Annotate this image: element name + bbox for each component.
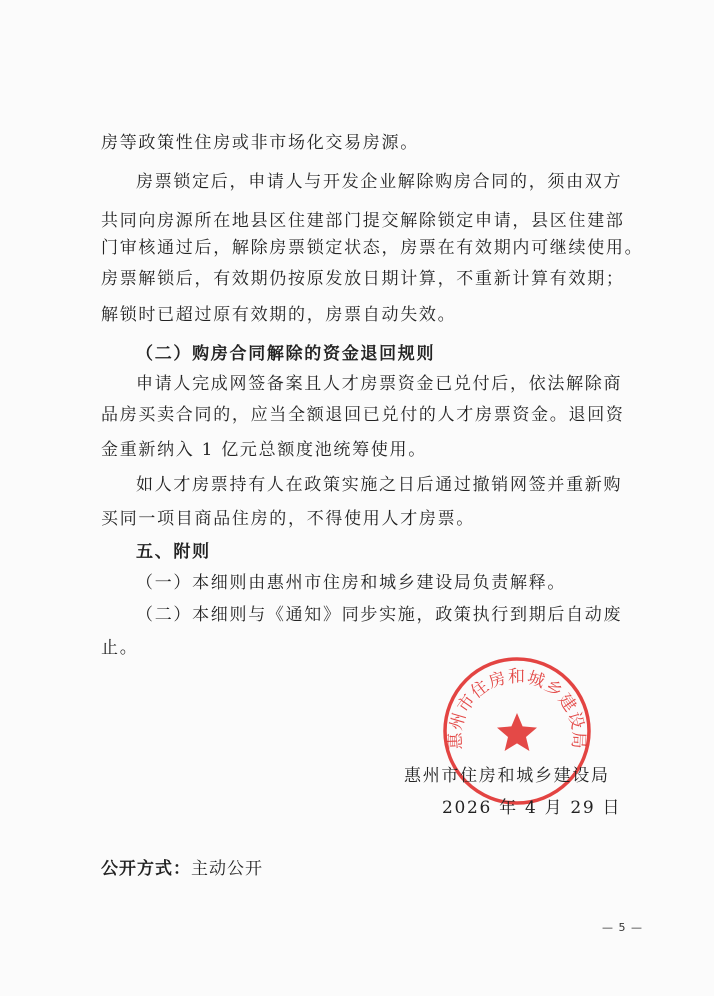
body-line: 门审核通过后，解除房票锁定状态，房票在有效期内可继续使用。: [101, 238, 644, 258]
section-heading: 五、附则: [136, 542, 211, 562]
page-number: — 5 —: [602, 921, 643, 934]
body-line: 房票解锁后，有效期仍按原发放日期计算，不重新计算有效期；: [101, 269, 625, 289]
body-line: （一）本细则由惠州市住房和城乡建设局负责解释。: [136, 573, 567, 593]
body-line: （二）本细则与《通知》同步实施，政策执行到期后自动废: [136, 605, 623, 625]
body-line: 申请人完成网签备案且人才房票资金已兑付后，依法解除商: [136, 374, 623, 394]
body-line: 品房买卖合同的，应当全额退回已兑付的人才房票资金。退回资: [101, 405, 625, 425]
signature-org: 惠州市住房和城乡建设局: [404, 766, 610, 786]
body-line: 房等政策性住房或非市场化交易房源。: [101, 133, 419, 153]
body-line: 如人才房票持有人在政策实施之日后通过撤销网签并重新购: [136, 475, 623, 495]
section-heading: （二）购房合同解除的资金退回规则: [136, 344, 436, 364]
body-line: 止。: [101, 638, 139, 658]
signature-block: [404, 765, 621, 819]
signature-date: 2026 年 4 月 29 日: [442, 798, 622, 818]
body-line: 共同向房源所在地县区住建部门提交解除锁定申请，县区住建部: [101, 211, 625, 231]
body-line: 解锁时已超过原有效期的，房票自动失效。: [101, 305, 457, 325]
body-line: 金重新纳入 1 亿元总额度池统筹使用。: [101, 440, 427, 460]
disclosure-label: 公开方式：: [101, 859, 191, 879]
disclosure: [101, 858, 263, 880]
svg-text:惠州市住房和城乡建设局: 惠州市住房和城乡建设局: [445, 667, 589, 750]
body-line: 房票锁定后，申请人与开发企业解除购房合同的，须由双方: [136, 172, 623, 192]
disclosure-value: 主动公开: [191, 859, 263, 879]
body-line: 买同一项目商品住房的，不得使用人才房票。: [101, 509, 475, 529]
